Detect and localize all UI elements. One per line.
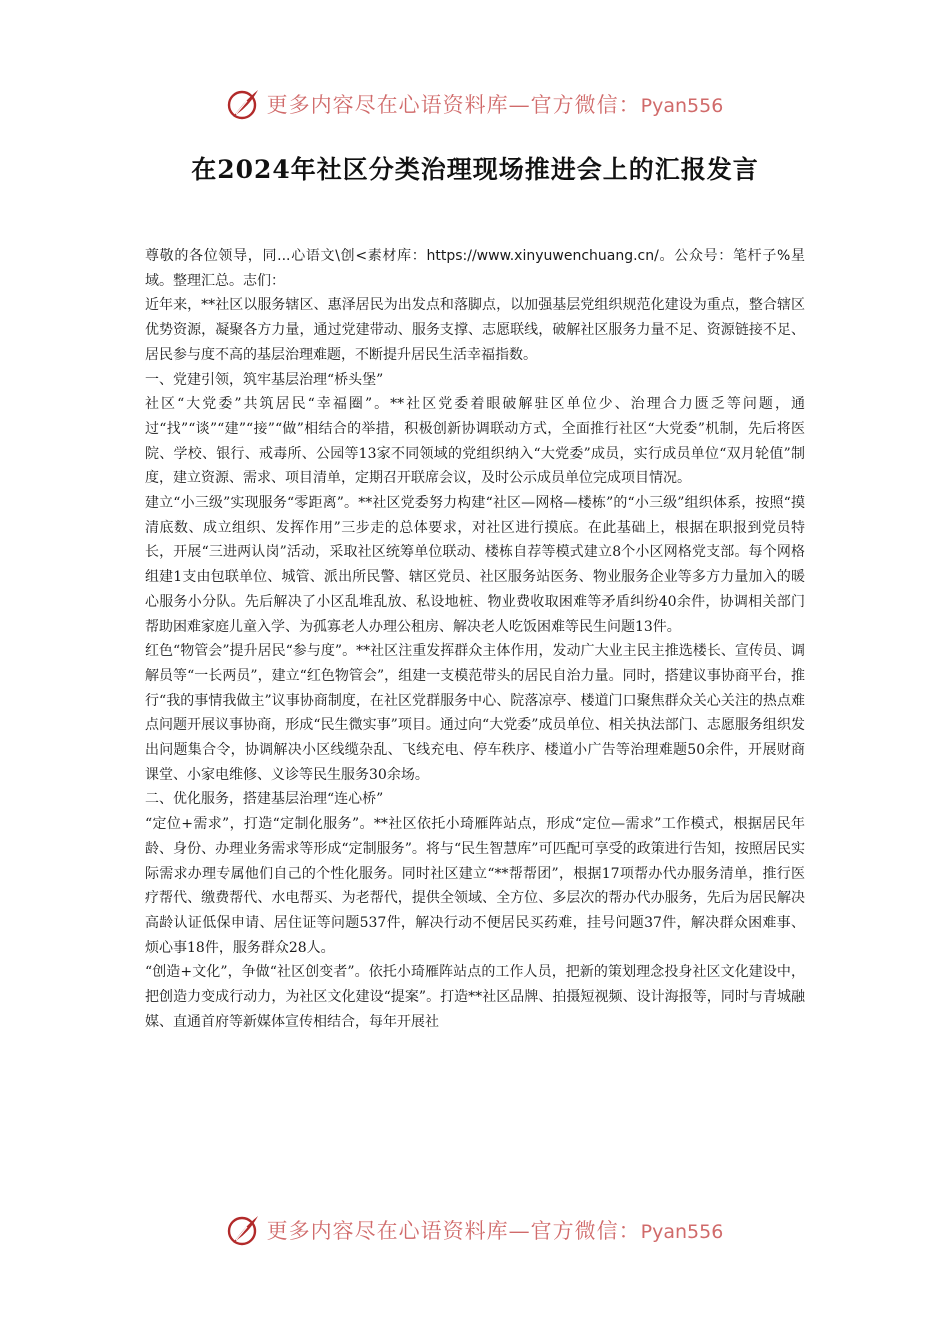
body-paragraph: 社区“大党委”共筑居民“幸福圈”。**社区党委着眼破解驻区单位少、治理合力匮乏等问题，通过“找”“谈”“建”“接”“做”相结合的举措，积极创新协调联动方式，全面推行社区“大党委”机制，先后将医院、学校、银行、戒毒所、公园等13家不同领域的党组织纳入“大党委”成员，实行成员单位“双月轮值”制度，建立资源、需求、项目清单，定期召开联席会议，及时公示成员单位完成项目情况。: [145, 396, 805, 487]
body-paragraph: 红色“物管会”提升居民“参与度”。**社区注重发挥群众主体作用，发动广大业主民主推选楼长、宣传员、调解员等“一长两员”，建立“红色物管会”，组建一支模范带头的居民自治力量。同时，搭建议事协商平台，推行“我的事情我做主”议事协商制度，在社区党群服务中心、院落凉亭、楼道门口聚焦群众关心关注的热点难点问题开展议事协商，形成“民生微实事”项目。通过向“大党委”成员单位、相关执法部门、志愿服务组织发出问题集合令，协调解决小区线缆杂乱、飞线充电、停车秩序、楼道小广告等治理难题50余件，开展财商课堂、小家电维修、义诊等民生服务30余场。: [145, 643, 805, 783]
body-paragraph: 建立“小三级”实现服务“零距离”。**社区党委努力构建“社区—网格—楼栋”的“小三级”组织体系，按照“摸清底数、成立组织、发挥作用”三步走的总体要求，对社区进行摸底。在此基础上，根据在职报到党员特长，开展“三进两认岗”活动，采取社区统筹单位联动、楼栋自荐等模式建立8个小区网格党支部。每个网格组建1支由包联单位、城管、派出所民警、辖区党员、社区服务站医务、物业服务企业等多方力量加入的暖心服务小分队。先后解决了小区乱堆乱放、私设地桩、物业费收取困难等矛盾纠纷40余件，协调相关部门帮助困难家庭儿童入学、为孤寡老人办理公租房、解决老人吃饭困难等民生问题13件。: [145, 495, 805, 635]
body-paragraph: “创造+文化”，争做“社区创变者”。依托小琦雁阵站点的工作人员，把新的策划理念投身社区文化建设中，把创造力变成行动力，为社区文化建设“提案”。打造**社区品牌、拍摄短视频、设计海报等，同时与青城融媒、直通首府等新媒体宣传相结合，每年开展社: [145, 964, 805, 1030]
watermark-text: 更多内容尽在心语资料库—官方微信：Pyan556: [266, 1219, 724, 1243]
watermark-handle: Pyan556: [640, 95, 724, 117]
footer-watermark-banner: [0, 1210, 950, 1250]
body-paragraph: “定位+需求”，打造“定制化服务”。**社区依托小琦雁阵站点，形成“定位—需求”工作模式，根据居民年龄、身份、办理业务需求等形成“定制服务”。将与“民生智慧库”可匹配可享受的政策进行告知，按照居民实际需求办理专属他们自己的个性化服务。同时社区建立“**帮帮团”，根据17项帮办代办服务清单，推行医疗帮代、缴费帮代、水电帮买、为老帮代，提供全领域、全方位、多层次的帮办代办服务，先后为居民解决高龄认证低保申请、居住证等问题537件，解决行动不便居民买药难，挂号问题37件，解决群众困难事、烦心事18件，服务群众28人。: [145, 816, 805, 956]
watermark-text: 更多内容尽在心语资料库—官方微信：Pyan556: [266, 93, 724, 117]
document-body: [145, 244, 805, 1035]
quill-pen-logo-icon: [227, 1213, 261, 1247]
body-paragraph: 近年来，**社区以服务辖区、惠泽居民为出发点和落脚点，以加强基层党组织规范化建设为重点，整合辖区优势资源，凝聚各方力量，通过党建带动、服务支撑、志愿联线，破解社区服务力量不足、资源链接不足、居民参与度不高的基层治理难题，不断提升居民生活幸福指数。: [145, 297, 805, 363]
section-heading: 二、优化服务，搭建基层治理“连心桥”: [145, 791, 384, 808]
watermark-handle: Pyan556: [640, 1221, 724, 1243]
header-watermark-banner: [0, 84, 950, 124]
section-heading: 一、党建引领，筑牢基层治理“桥头堡”: [145, 371, 384, 388]
quill-pen-logo-icon: [227, 87, 261, 121]
salutation-paragraph: 尊敬的各位领导，同...心语文\创<素材库：https://www.xinyuwenchuang.cn/。公众号：笔杆子%星域。整理汇总。志们：: [145, 248, 805, 289]
document-title: 在2024年社区分类治理现场推进会上的汇报发言: [191, 155, 759, 184]
